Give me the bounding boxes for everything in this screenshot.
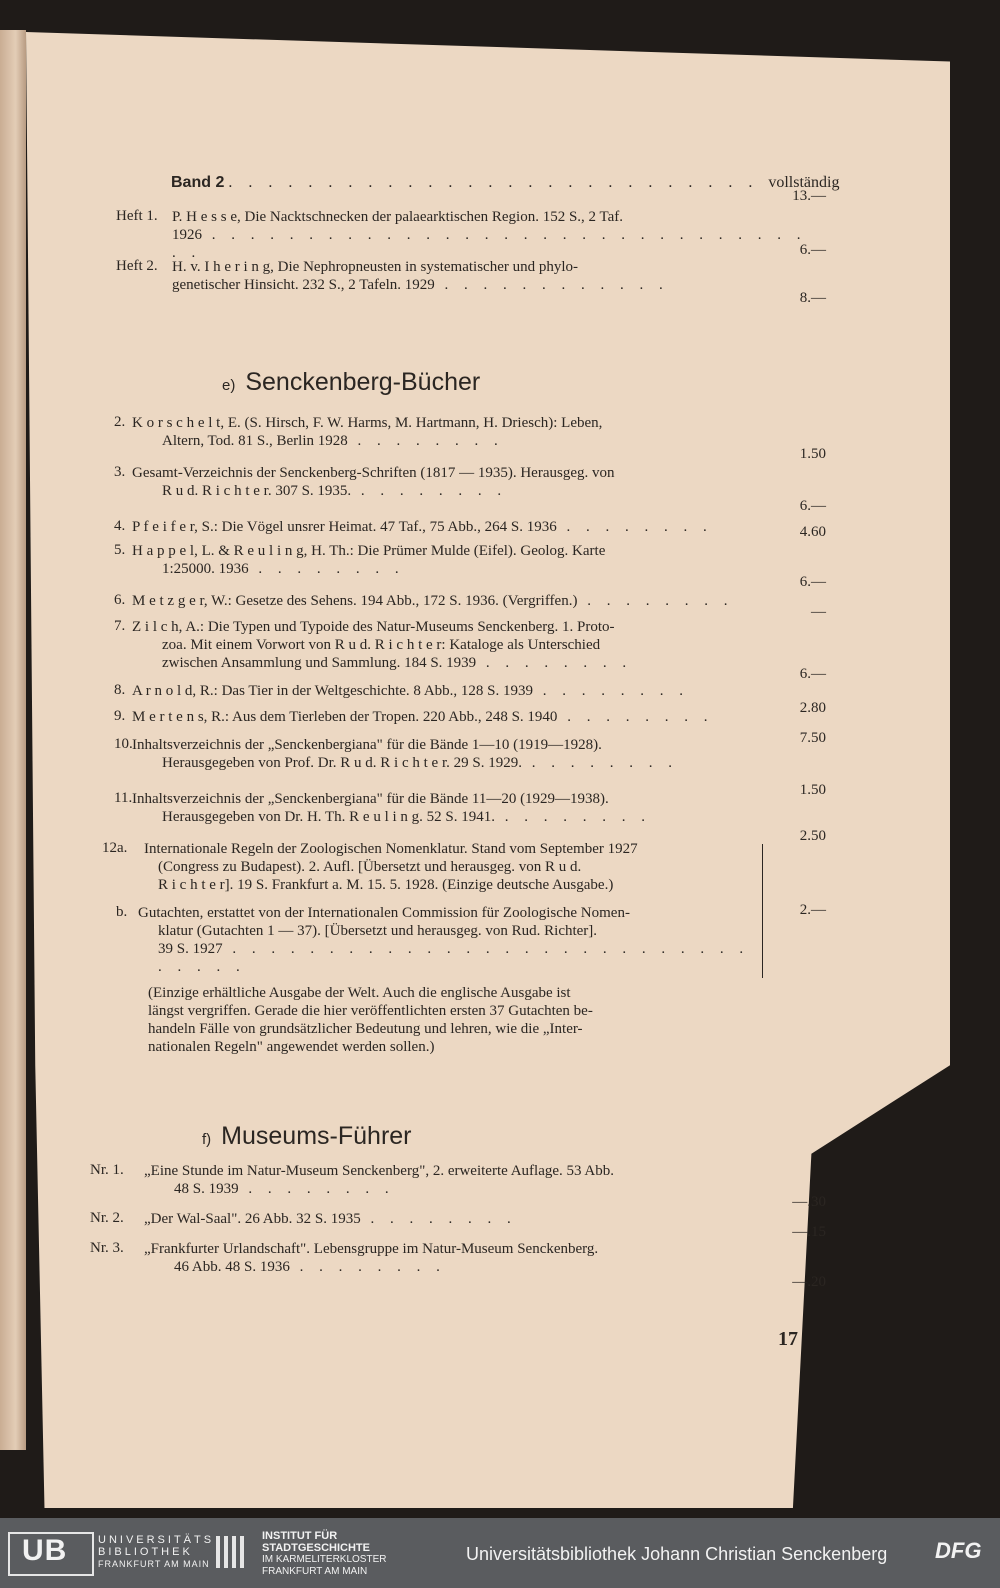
heft-entry xyxy=(172,208,812,262)
library-name: Universitätsbibliothek Johann Christian Senckenberg xyxy=(466,1544,888,1564)
item-entry xyxy=(132,790,756,826)
entry-line: K o r s c h e l t, E. (S. Hirsch, F. W. Harms, M. Hartmann, H. Driesch): Leben, xyxy=(132,415,603,431)
item-price: 6.— xyxy=(799,574,826,590)
entry-line: „Frankfurter Urlandschaft". Lebensgruppe im Natur-Museum Senckenberg. xyxy=(144,1241,599,1257)
section-heading-e xyxy=(222,368,480,397)
item-entry xyxy=(132,618,756,672)
item-entry xyxy=(132,464,756,500)
entry-line: Altern, Tod. 81 S., Berlin 1928 . . . . . . . . xyxy=(162,433,504,449)
entry-line: 1926 . . . . . . . . . . . . . . . . . . . . . . . . . . . . . . . . . xyxy=(172,227,807,261)
heft-number: Heft 1. xyxy=(116,208,158,224)
ub-logo-text: UB xyxy=(22,1534,68,1567)
bracket-line xyxy=(762,844,763,978)
item-entry xyxy=(132,542,756,578)
item-12a-entry xyxy=(144,840,764,894)
section-tag: e) xyxy=(222,377,236,394)
item-number: Nr. 2. xyxy=(90,1210,124,1226)
item-entry xyxy=(132,414,756,450)
entry-line: genetischer Hinsicht. 232 S., 2 Tafeln. 1929 . . . . . . . . . . . . xyxy=(172,277,669,293)
section-heading-f xyxy=(202,1122,412,1151)
heft-entry xyxy=(172,258,812,294)
item-12-note xyxy=(148,984,768,1056)
entry-line: Herausgegeben von Prof. Dr. R u d. R i c h t e r. 29 S. 1929. . . . . . . . . xyxy=(162,755,678,771)
entry-line: 39 S. 1927 . . . . . . . . . . . . . . . . . . . . . . . . . . . . . . . . xyxy=(158,941,750,975)
item-number: 6. xyxy=(114,592,126,608)
entry-line: M e t z g e r, W.: Gesetze des Sehens. 194 Abb., 172 S. 1936. (Vergriffen.) . . . . . . . . xyxy=(132,593,734,609)
item-number: Nr. 3. xyxy=(90,1240,124,1256)
item-number: 10. xyxy=(114,736,133,752)
item-number: 2. xyxy=(114,414,126,430)
entry-line: (Congress zu Budapest). 2. Aufl. [Übersetzt und herausgeg. von R u d. xyxy=(158,859,582,875)
item-price: 7.50 xyxy=(799,730,826,746)
entry-line: 46 Abb. 48 S. 1936 . . . . . . . . xyxy=(174,1259,446,1275)
item-number: 3. xyxy=(114,464,126,480)
entry-line: H. v. I h e r i n g, Die Nephropneusten in systematischer und phylo- xyxy=(172,259,579,275)
band-label: Band 2 xyxy=(171,174,225,191)
item-entry xyxy=(132,592,756,610)
entry-line: Internationale Regeln der Zoologischen Nomenklatur. Stand vom September 1927 xyxy=(144,841,638,857)
heft-price: 8.— xyxy=(799,290,826,306)
entry-line: Inhaltsverzeichnis der „Senckenbergiana" für die Bände 1—10 (1919—1928). xyxy=(132,737,602,753)
note-line: nationalen Regeln" angewendet werden sollen.) xyxy=(148,1039,435,1055)
entry-line: A r n o l d, R.: Das Tier in der Weltgeschichte. 8 Abb., 128 S. 1939 . . . . . . . . xyxy=(132,683,690,699)
item-price: —.15 xyxy=(792,1224,826,1240)
item-number: 7. xyxy=(114,618,126,634)
item-price: 2.50 xyxy=(799,828,826,844)
book-spine-edge xyxy=(0,30,26,1450)
heft-number: Heft 2. xyxy=(116,258,158,274)
entry-line: Inhaltsverzeichnis der „Senckenbergiana" für die Bände 11—20 (1929—1938). xyxy=(132,791,609,807)
section-title: Senckenberg-Bücher xyxy=(245,368,481,396)
entry-line: zwischen Ansammlung und Sammlung. 184 S. 1939 . . . . . . . . xyxy=(162,655,633,671)
entry-line: zoa. Mit einem Vorwort von R u d. R i c h t e r: Kataloge als Unterschied xyxy=(162,637,601,653)
item-entry xyxy=(144,1162,756,1198)
item-entry xyxy=(144,1210,756,1228)
section-title: Museums-Führer xyxy=(221,1122,412,1150)
entry-line: Gutachten, erstattet von der Internationalen Commission für Zoologische Nomen- xyxy=(138,905,630,921)
entry-line: Herausgegeben von Dr. H. Th. R e u l i n g. 52 S. 1941. . . . . . . . . xyxy=(162,809,652,825)
entry-line: R i c h t e r]. 19 S. Frankfurt a. M. 15. 5. 1928. (Einzige deutsche Ausgabe.) xyxy=(158,877,614,893)
item-price: 6.— xyxy=(799,666,826,682)
entry-line: H a p p e l, L. & R e u l i n g, H. Th.: Die Prümer Mulde (Eifel). Geolog. Karte xyxy=(132,543,606,559)
item-entry xyxy=(144,1240,756,1276)
dfg-logo: DFG xyxy=(935,1538,982,1563)
university-library-label: UNIVERSITÄTS BIBLIOTHEK FRANKFURT AM MAIN xyxy=(98,1534,215,1569)
item-number: 9. xyxy=(114,708,126,724)
note-line: längst vergriffen. Gerade die hier veröffentlichten ersten 37 Gutachten be- xyxy=(148,1003,593,1019)
item-price: 1.50 xyxy=(799,446,826,462)
item-entry xyxy=(132,736,756,772)
institute-logo-icon xyxy=(214,1532,250,1572)
page-content xyxy=(26,32,950,1508)
note-line: handeln Fälle von grundsätzlicher Bedeutung und lehren, wie die „Inter- xyxy=(148,1021,583,1037)
footer-bar xyxy=(0,1518,1000,1588)
item-number: 11. xyxy=(114,790,133,806)
item-price: 2.80 xyxy=(799,700,826,716)
section-tag: f) xyxy=(202,1131,212,1148)
item-entry xyxy=(132,708,756,726)
item-price: 4.60 xyxy=(799,524,826,540)
entry-line: „Eine Stunde im Natur-Museum Senckenberg", 2. erweiterte Auflage. 53 Abb. xyxy=(144,1163,615,1179)
band-price: 13.— xyxy=(792,188,826,204)
leader-dots: . . . . . . . . . . . . . . . . . . . . . . . . . . . xyxy=(228,174,769,191)
entry-line: klatur (Gutachten 1 — 37). [Übersetzt und herausgeg. von Rud. Richter]. xyxy=(158,923,598,939)
item-price: — xyxy=(811,604,826,620)
heft-price: 6.— xyxy=(799,242,826,258)
item-12b-entry xyxy=(138,904,764,976)
item-number: 12a. xyxy=(102,840,128,856)
entry-line: Z i l c h, A.: Die Typen und Typoide des Natur-Museums Senckenberg. 1. Proto- xyxy=(132,619,615,635)
item-price: 6.— xyxy=(799,498,826,514)
entry-line: P. H e s s e, Die Nacktschnecken der palaearktischen Region. 152 S., 2 Taf. xyxy=(172,209,624,225)
item-price: —.30 xyxy=(792,1194,826,1210)
item-number: 8. xyxy=(114,682,126,698)
item-number: Nr. 1. xyxy=(90,1162,124,1178)
entry-line: Gesamt-Verzeichnis der Senckenberg-Schriften (1817 — 1935). Herausgeg. von xyxy=(132,465,615,481)
item-price: 2.— xyxy=(799,902,826,918)
entry-line: R u d. R i c h t e r. 307 S. 1935. . . . . . . . . xyxy=(162,483,508,499)
item-price: —.20 xyxy=(792,1274,826,1290)
item-number: b. xyxy=(116,904,128,920)
entry-line: P f e i f e r, S.: Die Vögel unsrer Heimat. 47 Taf., 75 Abb., 264 S. 1936 . . . . . . . . xyxy=(132,519,713,535)
item-entry xyxy=(132,518,756,536)
band-status: vollständig xyxy=(768,174,840,191)
band-heading xyxy=(171,173,839,193)
institute-label: INSTITUT FÜR STADTGESCHICHTE IM KARMELITERKLOSTER FRANKFURT AM MAIN xyxy=(262,1530,387,1577)
entry-line: M e r t e n s, R.: Aus dem Tierleben der Tropen. 220 Abb., 248 S. 1940 . . . . . . . . xyxy=(132,709,714,725)
item-number: 5. xyxy=(114,542,126,558)
note-line: (Einzige erhältliche Ausgabe der Welt. Auch die englische Ausgabe ist xyxy=(148,985,571,1001)
entry-line: 1:25000. 1936 . . . . . . . . xyxy=(162,561,405,577)
item-number: 4. xyxy=(114,518,126,534)
item-entry xyxy=(132,682,756,700)
page-number: 17 xyxy=(778,1328,798,1350)
entry-line: 48 S. 1939 . . . . . . . . xyxy=(174,1181,395,1197)
item-price: 1.50 xyxy=(799,782,826,798)
entry-line: „Der Wal-Saal". 26 Abb. 32 S. 1935 . . . . . . . . xyxy=(144,1211,517,1227)
